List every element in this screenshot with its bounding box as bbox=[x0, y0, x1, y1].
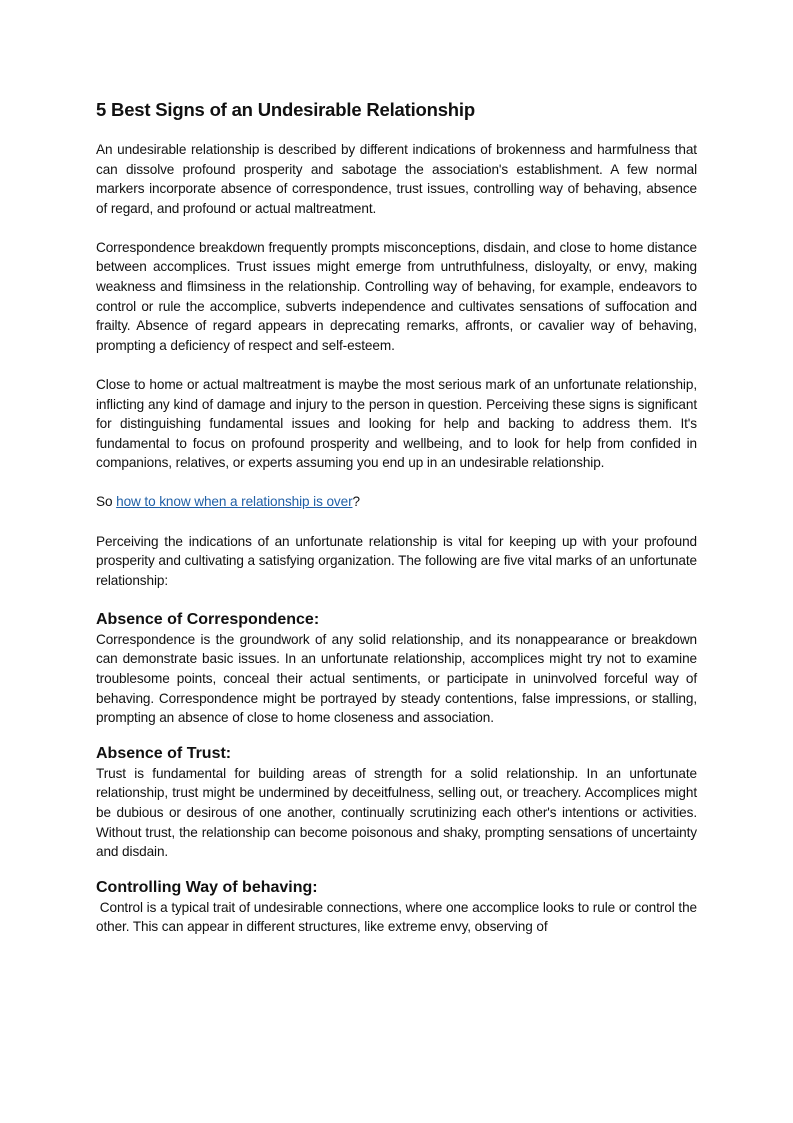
section-body: Correspondence is the groundwork of any solid relationship, and its nonappearance or breakdown can demonstrate basic issues. In an unfortunate relationship, accomplices might try not to examine troublesome points, conceal their actual sentiments, or participate in uninvolved forceful way of behaving. Correspondence might be portrayed by steady contentions, false impressions, or stalling, prompting an absence of close to home closeness and association. bbox=[96, 631, 697, 726]
section-body: Trust is fundamental for building areas of strength for a solid relationship. In an unfortunate relationship, trust might be undermined by deceitfulness, selling out, or treachery. Accomplices might be dubious or desirous of one another, continually scrutinizing each other's intentions or activities. Without trust, the relationship can become poisonous and shaky, prompting sensations of uncertainty and disdain. bbox=[96, 765, 697, 860]
section-absence-of-trust bbox=[96, 744, 697, 862]
section-controlling-way-of-behaving bbox=[96, 878, 701, 937]
intro-paragraph-3: Close to home or actual maltreatment is maybe the most serious mark of an unfortunate relationship, inflicting any kind of damage and injury to the person in question. Perceiving these signs is significant for distinguishing fundamental issues and looking for help and backing to address them. It's fundamental to focus on profound prosperity and wellbeing, and to look for help from confided in companions, relatives, or experts assuming you end up in an undesirable relationship. bbox=[96, 376, 697, 471]
relationship-over-link[interactable]: how to know when a relationship is over bbox=[116, 494, 353, 510]
intro-paragraph-1: An undesirable relationship is described by different indications of brokenness and harmfulness that can dissolve profound prosperity and sabotage the association's establishment. A few normal markers incorporate absence of correspondence, trust issues, controlling way of behaving, absence of regard, and profound or actual maltreatment. bbox=[96, 142, 697, 216]
section-heading: Controlling Way of behaving: bbox=[96, 878, 318, 896]
document-page bbox=[96, 98, 701, 953]
section-body: Control is a typical trait of undesirable connections, where one accomplice looks to rule or control the other. This can appear in different structures, like extreme envy, observing of bbox=[96, 899, 701, 935]
intro-paragraph-2: Correspondence breakdown frequently prompts misconceptions, disdain, and close to home distance between accomplices. Trust issues might emerge from untruthfulness, disloyalty, or envy, making weakness and flimsiness in the relationship. Controlling way of behaving, for example, endeavors to control or rule the accomplice, subverts independence and cultivates sensations of suffocation and frailty. Absence of regard appears in deprecating remarks, affronts, or cavalier way of behaving, prompting a deficiency of respect and self-esteem. bbox=[96, 239, 697, 353]
lead-in-paragraph: Perceiving the indications of an unfortunate relationship is vital for keeping up with your profound prosperity and cultivating a satisfying organization. The following are five vital marks of an unfortunate relationship: bbox=[96, 533, 697, 588]
section-heading: Absence of Trust: bbox=[96, 744, 232, 762]
link-suffix: ? bbox=[352, 494, 360, 510]
link-paragraph bbox=[96, 492, 697, 512]
section-absence-of-correspondence bbox=[96, 610, 697, 728]
document-title: 5 Best Signs of an Undesirable Relationship bbox=[96, 99, 475, 120]
section-heading: Absence of Correspondence: bbox=[96, 610, 320, 628]
link-prefix: So bbox=[96, 494, 117, 510]
